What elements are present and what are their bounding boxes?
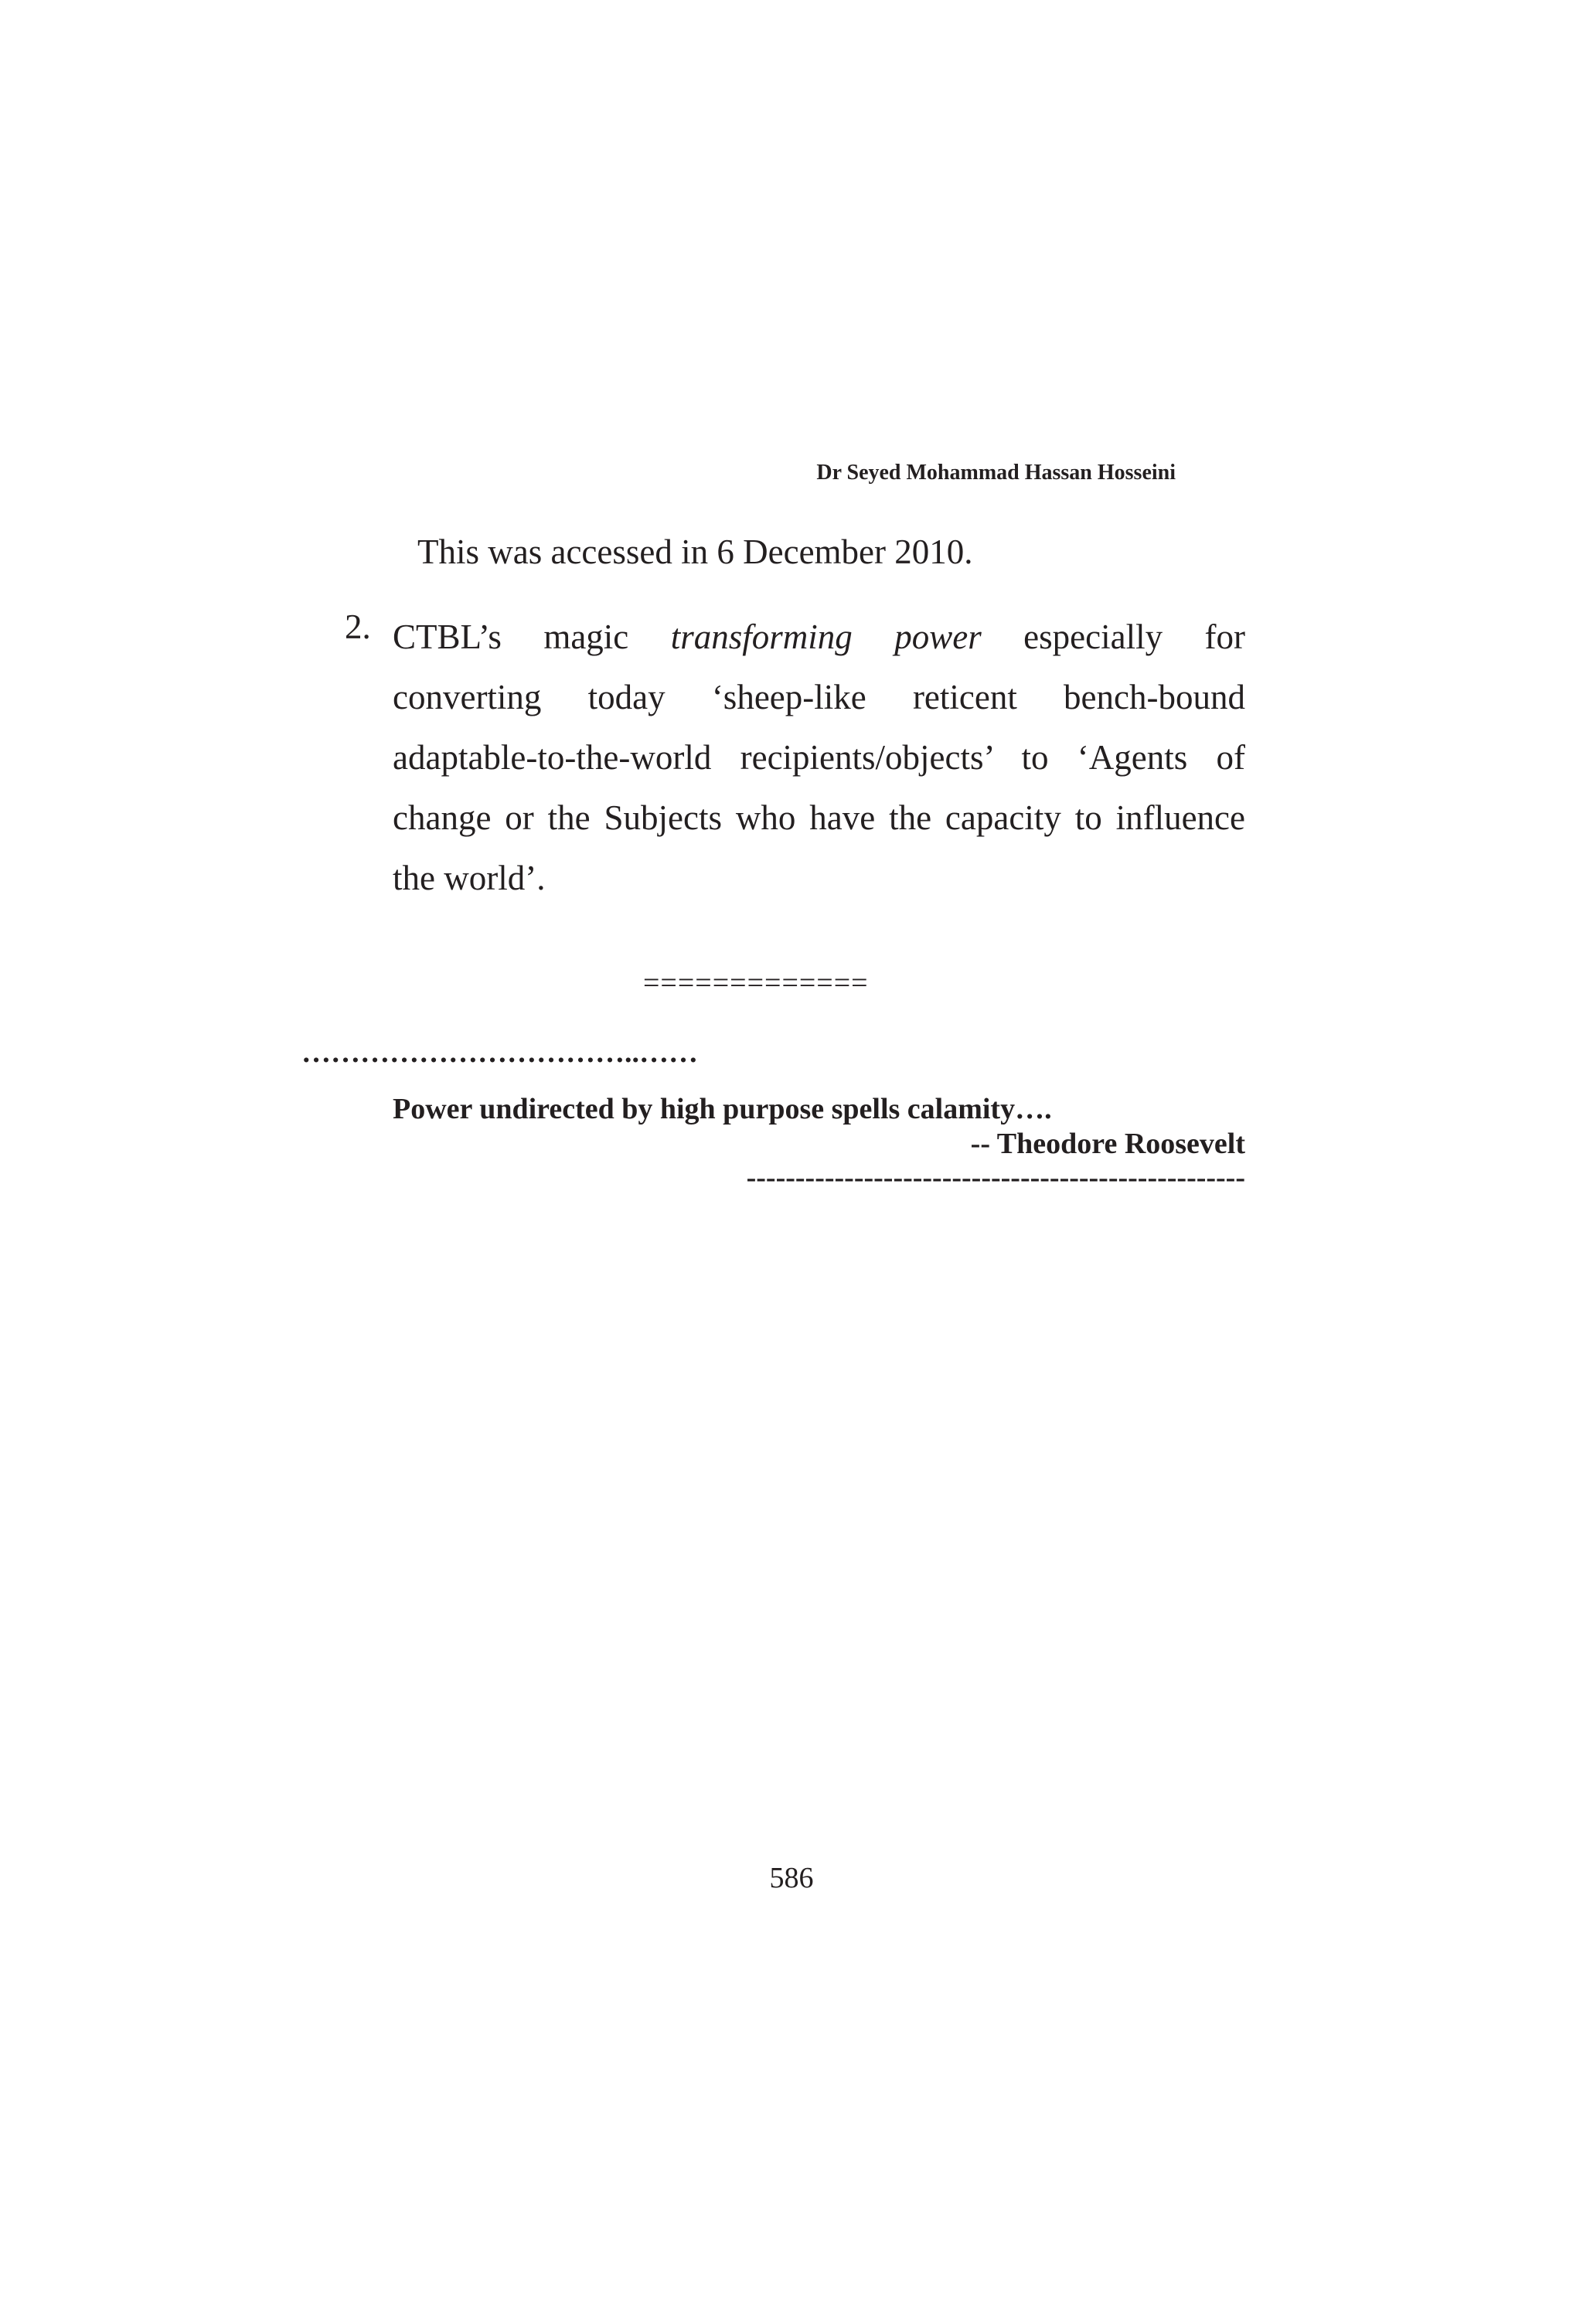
list-item-line-2: converting today ‘sheep-like reticent bench-bound — [393, 678, 1245, 716]
running-header-author: Dr Seyed Mohammad Hassan Hosseini — [816, 461, 1176, 485]
access-date-line: This was accessed in 6 December 2010. — [417, 533, 973, 571]
quote-attribution: -- Theodore Roosevelt — [970, 1128, 1245, 1160]
list-item-line-5: the world’. — [393, 859, 546, 897]
dotted-rule: ……………………………..…… — [301, 1036, 698, 1069]
list-item-line-3: adaptable-to-the-world recipients/objects’ to ‘Agents of — [393, 738, 1245, 777]
page-number: 586 — [769, 1862, 814, 1894]
italic-emphasis: transforming power — [670, 618, 982, 656]
section-separator: ============= — [643, 967, 869, 999]
list-item-line-4: change or the Subjects who have the capacity to influence — [393, 798, 1245, 837]
line-1-end: especially for — [981, 618, 1246, 656]
quote-text: Power undirected by high purpose spells calamity…. — [393, 1093, 1052, 1125]
list-item-number: 2. — [345, 607, 371, 646]
dashed-rule: --------------------------------------------------- — [746, 1162, 1245, 1194]
line-1-start: CTBL’s magic — [393, 618, 671, 656]
list-item-line-1 — [393, 607, 1245, 667]
list-item-text — [393, 607, 1245, 908]
